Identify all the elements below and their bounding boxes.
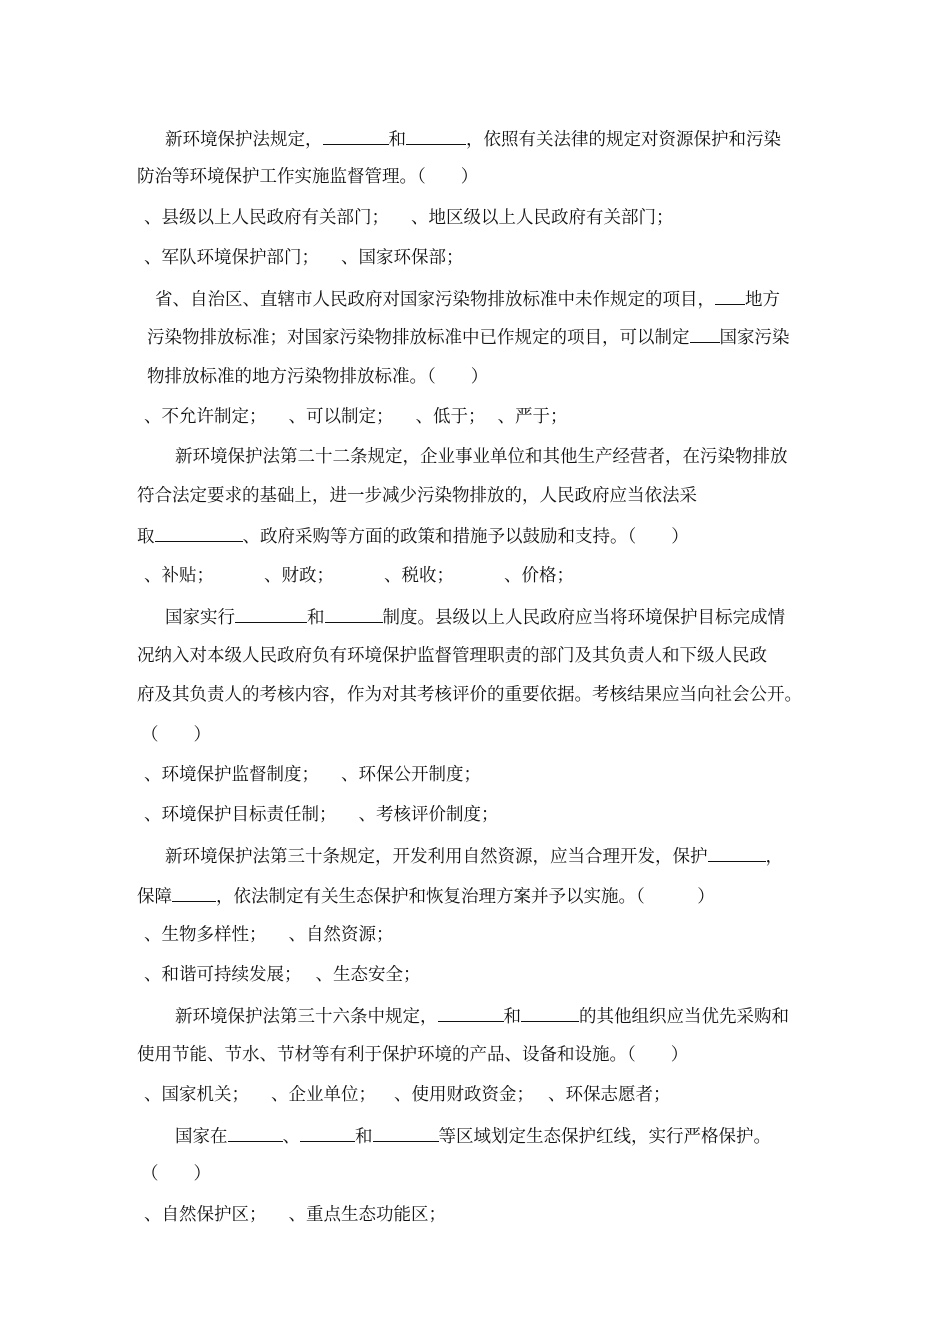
q4-text-a: 国家实行	[165, 608, 235, 628]
q2-line-3	[147, 365, 488, 389]
q1-option-c[interactable]: 、军队环境保护部门；	[144, 248, 319, 268]
q7-text-a: 国家在	[175, 1127, 228, 1147]
q1-option-b[interactable]: 、地区级以上人民政府有关部门；	[411, 208, 674, 228]
q3-line-3	[137, 523, 689, 549]
q1-text-c: ，依照有关法律的规定对资源保护和污染	[466, 130, 781, 150]
q5-options-1	[144, 923, 394, 947]
q7-line-1	[175, 1123, 771, 1149]
q7-text-e: （ ）	[141, 1164, 211, 1184]
q5-text-c: 保障	[137, 887, 172, 907]
q2-line-1	[155, 286, 780, 312]
q2-options	[144, 405, 568, 429]
q2-option-c[interactable]: 、低于；	[415, 407, 486, 427]
q4-text-c: 制度。县级以上人民政府应当将环境保护目标完成情	[382, 608, 785, 628]
q4-line-4	[141, 723, 211, 747]
q1-blank-1[interactable]	[323, 126, 389, 145]
q3-text-c: 取	[137, 527, 155, 547]
q7-options	[144, 1203, 446, 1227]
q7-option-b[interactable]: 、重点生态功能区；	[288, 1205, 446, 1225]
q6-text-c: 的其他组织应当优先采购和	[579, 1007, 789, 1027]
q5-text-d: ，依法制定有关生态保护和恢复治理方案并予以实施。（ ）	[216, 887, 715, 907]
q6-blank-1[interactable]	[438, 1003, 504, 1022]
q4-line-1	[165, 604, 785, 630]
q4-line-2	[137, 644, 767, 668]
q5-blank-2[interactable]	[172, 883, 216, 902]
q6-line-1	[175, 1003, 789, 1029]
q2-line-2	[147, 324, 790, 350]
q1-option-d[interactable]: 、国家环保部；	[341, 248, 464, 268]
q1-options-2	[144, 246, 464, 270]
q7-blank-1[interactable]	[228, 1123, 283, 1142]
q5-option-b[interactable]: 、自然资源；	[288, 925, 394, 945]
q1-text-d: 防治等环境保护工作实施监督管理。（ ）	[137, 167, 479, 187]
q2-text-e: 物排放标准的地方污染物排放标准。（ ）	[147, 367, 489, 387]
q4-text-f: （ ）	[141, 725, 211, 745]
q7-option-a[interactable]: 、自然保护区；	[144, 1205, 267, 1225]
q3-line-2	[137, 484, 697, 508]
q5-option-c[interactable]: 、和谐可持续发展；	[144, 965, 302, 985]
q2-blank-1[interactable]	[715, 286, 745, 305]
q5-option-a[interactable]: 、生物多样性；	[144, 925, 267, 945]
q1-blank-2[interactable]	[406, 126, 466, 145]
q3-options	[144, 564, 574, 588]
q4-options-2	[144, 803, 499, 827]
q2-option-b[interactable]: 、可以制定；	[288, 407, 394, 427]
q3-line-1	[175, 445, 788, 469]
q5-line-2	[137, 883, 715, 909]
q4-option-a[interactable]: 、环境保护监督制度；	[144, 765, 319, 785]
q1-line-1	[165, 126, 781, 152]
q5-option-d[interactable]: 、生态安全；	[315, 965, 421, 985]
q6-text-a: 新环境保护法第三十六条中规定，	[175, 1007, 438, 1027]
q7-blank-2[interactable]	[300, 1123, 355, 1142]
q6-blank-2[interactable]	[521, 1003, 579, 1022]
q6-option-c[interactable]: 、使用财政资金；	[394, 1085, 534, 1105]
q2-blank-2[interactable]	[690, 324, 720, 343]
q4-options-1	[144, 763, 481, 787]
q7-text-c: 和	[355, 1127, 373, 1147]
q4-line-3	[137, 683, 802, 707]
q5-options-2	[144, 963, 421, 987]
q3-text-b: 符合法定要求的基础上，进一步减少污染物排放的，人民政府应当依法采	[137, 486, 697, 506]
q6-options	[144, 1083, 671, 1107]
q4-option-c[interactable]: 、环境保护目标责任制；	[144, 805, 337, 825]
q7-blank-3[interactable]	[373, 1123, 439, 1142]
q1-option-a[interactable]: 、县级以上人民政府有关部门；	[144, 208, 389, 228]
q4-text-b: 和	[307, 608, 325, 628]
q6-option-b[interactable]: 、企业单位；	[271, 1085, 376, 1105]
q4-blank-2[interactable]	[325, 604, 383, 623]
q1-text-b: 和	[388, 130, 406, 150]
q5-text-a: 新环境保护法第三十条规定，开发利用自然资源，应当合理开发，保护	[165, 847, 708, 867]
q3-text-d: 、政府采购等方面的政策和措施予以鼓励和支持。（ ）	[242, 527, 689, 547]
q6-option-d[interactable]: 、环保志愿者；	[548, 1085, 671, 1105]
q1-text-a: 新环境保护法规定，	[165, 130, 323, 150]
q2-option-d[interactable]: 、严于；	[497, 407, 568, 427]
q2-text-a: 省、自治区、直辖市人民政府对国家污染物排放标准中未作规定的项目，	[155, 290, 715, 310]
q3-option-b[interactable]: 、财政；	[264, 566, 334, 586]
q3-option-d[interactable]: 、价格；	[504, 566, 574, 586]
q5-text-b: ，	[765, 847, 783, 867]
q4-option-b[interactable]: 、环保公开制度；	[341, 765, 481, 785]
q6-text-b: 和	[503, 1007, 521, 1027]
q2-text-c: 污染物排放标准；对国家污染物排放标准中已作规定的项目，可以制定	[147, 328, 690, 348]
q1-line-2	[137, 165, 478, 189]
q5-line-1	[165, 843, 783, 869]
q2-text-d: 国家污染	[719, 328, 790, 348]
q6-line-2	[137, 1043, 688, 1067]
q6-text-d: 使用节能、节水、节材等有利于保护环境的产品、设备和设施。（ ）	[137, 1045, 689, 1065]
q2-option-a[interactable]: 、不允许制定；	[144, 407, 267, 427]
q3-option-a[interactable]: 、补贴；	[144, 566, 214, 586]
q3-option-c[interactable]: 、税收；	[384, 566, 454, 586]
q7-line-2	[141, 1162, 211, 1186]
q6-option-a[interactable]: 、国家机关；	[144, 1085, 249, 1105]
q4-text-e: 府及其负责人的考核内容，作为对其考核评价的重要依据。考核结果应当向社会公开。	[137, 685, 802, 705]
q2-text-b: 地方	[745, 290, 780, 310]
q5-blank-1[interactable]	[708, 843, 766, 862]
q4-text-d: 况纳入对本级人民政府负有环境保护监督管理职责的部门及其负责人和下级人民政	[137, 646, 767, 666]
q3-blank-1[interactable]	[155, 523, 243, 542]
q4-blank-1[interactable]	[235, 604, 307, 623]
q7-text-d: 等区域划定生态保护红线，实行严格保护。	[438, 1127, 771, 1147]
q7-text-b: 、	[282, 1127, 300, 1147]
q3-text-a: 新环境保护法第二十二条规定，企业事业单位和其他生产经营者，在污染物排放	[175, 447, 788, 467]
q1-options-1	[144, 206, 674, 230]
q4-option-d[interactable]: 、考核评价制度；	[358, 805, 499, 825]
